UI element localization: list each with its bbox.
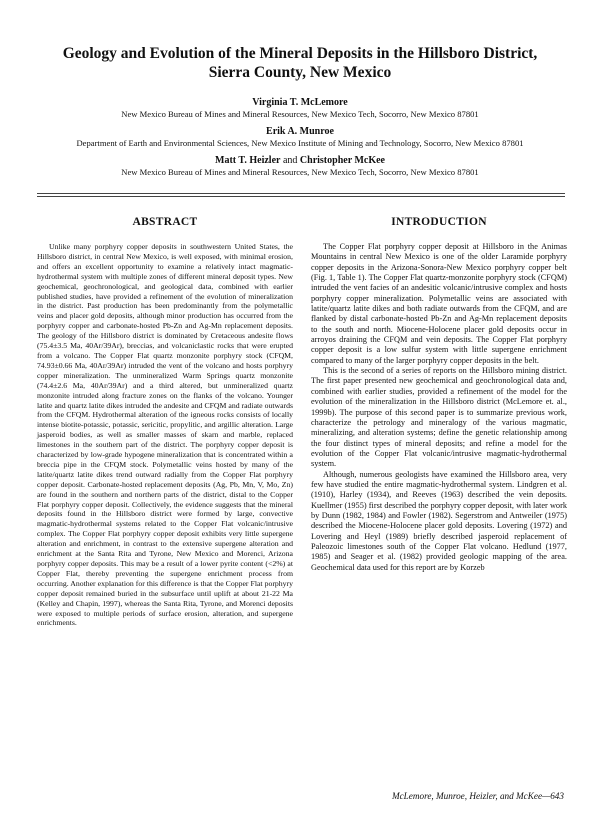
page-footer: McLemore, Munroe, Heizler, and McKee—643 — [391, 791, 564, 801]
introduction-column — [311, 242, 567, 573]
abstract-column — [37, 242, 293, 628]
author-block-3 — [20, 155, 580, 178]
author-affiliation: New Mexico Bureau of Mines and Mineral Resources, New Mexico Tech, Socorro, New Mexico 87801 — [121, 167, 479, 177]
author-name: Erik A. Munroe — [266, 126, 334, 137]
header-rule-second — [37, 196, 565, 197]
introduction-heading: INTRODUCTION — [391, 216, 487, 228]
author-affiliation: New Mexico Bureau of Mines and Mineral Resources, New Mexico Tech, Socorro, New Mexico 87801 — [121, 109, 479, 119]
author-block-2 — [20, 126, 580, 149]
introduction-paragraph-1: The Copper Flat porphyry copper deposit at Hillsboro in the Animas Mountains in central New Mexico is one of the older Laramide porphyry copper deposits in the Arizona-Sonora-New Mexico porphyry copper belt (Fig. 1, Table 1). The Copper Flat quartz-monzonite porphyry stock (CFQM) intruded the vent facies of an andesitic volcanic/intrusive complex and hosts porphyry copper mineralization. Polymetallic veins are associated with latite/quartz latite dikes and both radiate outwards from the CFQM, and are flanked by distal carbonate-hosted Pb-Zn and Ag-Mn replacement deposits to the south and north. Miocene-Holocene placer gold deposits occur in arroyos draining the CFQM and vein deposits. The Copper Flat porphyry copper deposit is a low sulfur system with little supergene enrichment compared to many of the larger porphyry copper deposits in the belt. — [311, 242, 567, 365]
author-names — [20, 155, 580, 167]
author-name: Christopher McKee — [299, 155, 385, 166]
author-affiliation: Department of Earth and Environmental Sciences, New Mexico Institute of Mining and Technology, Socorro, New Mexico 87801 — [76, 138, 524, 148]
author-conjunction: and — [280, 155, 300, 166]
introduction-paragraph-3: Although, numerous geologists have examined the Hillsboro area, very few have studied the entire magmatic-hydrothermal system. Lindgren et al. (1910), Harley (1934), and Reeves (1963) described the vein deposits. Kuellmer (1955) first described the porphyry copper deposit, with later work by Dunn (1982, 1984) and Fowler (1982). Segerstrom and Antweiler (1975) described the Miocene-Holocene placer gold deposits. Lovering (1972) and Lovering and Heyl (1989) briefly described jasperoid replacement of Paleozoic limestones south of the Copper Flat volcano. Hedlund (1977, 1985) and Seager et al. (1982) provided geologic mapping of the area. Geochemical data used for this report are by Korzeb — [311, 469, 567, 572]
paper-title — [40, 44, 560, 82]
introduction-paragraph-2: This is the second of a series of reports on the Hillsboro mining district. The first paper presented new geochemical and geochronological data and, combined with earlier studies, provided a refinement of the model for the evolution of the mineralization in the Hillsboro district (McLemore et. al., 1999b). The purpose of this second paper is to summarize previous work, characterize the petrology and mineralogy of the various magmatic, mineralizing, and alteration systems; define the genetic relationship among the four distinct types of mineral deposits; and refine a model for the evolution of the Copper Flat volcanic/intrusive magmatic-hydrothermal system. — [311, 366, 567, 469]
title-line-1: Geology and Evolution of the Mineral Deposits in the Hillsboro District, — [62, 45, 538, 62]
abstract-heading: ABSTRACT — [132, 216, 198, 228]
abstract-text: Unlike many porphyry copper deposits in southwestern United States, the Hillsboro district, in central New Mexico, is well exposed, with minimal erosion, and offers an excellent opportunity to examine a relatively intact magmatic-hydrothermal system with multiple zones of different mineral deposit types. New geochemical, geochronological, and geological data, combined with earlier published studies, have provided a refinement of the evolution of mineralization in the district. Past production has been predominantly from the polymetallic veins and placer gold deposits, although minor production has occurred from the porphyry copper and carbonate-hosted Pb-Zn and Ag-Mn replacement deposits. The geology of the Hillsboro district is dominated by Cretaceous andesite flows (75.4±3.5 Ma, 40Ar/39Ar), breccias, and volcaniclastic rocks that were erupted from a volcano. The Copper Flat quartz monzonite porphyry stock (CFQM, 74.93±0.66 Ma, 40Ar/39Ar) intruded the vent of the volcano and hosts porphyry copper mineralization. The unmineralized Warm Springs quartz monzonite (74.4±2.6 Ma, 40Ar/39Ar) and a third altered, but unmineralized quartz monzonite intruded along fracture zones on the flanks of the volcano. Younger latite and quartz latite dikes intruded the andesite and CFQM and radiate outwards from the CFQM. Hydrothermal alteration of the igneous rocks consists of locally intense biotite-potassic, potassic, sericitic, propylitic, and argillic alteration. Large jasperoid bodies, as well as smaller masses of skarn and marble, replaced limestones in the southern part of the district. The porphyry copper deposit is characterized by low-grade hypogene mineralization that is concentrated within a breccia pipe in the CFQM stock. Polymetallic veins hosted by many of the latite/quartz latite dikes trend outward radially from the Copper Flat porphyry copper deposit. Carbonate-hosted replacement deposits (Ag, Pb, Mn, V, Mo, Zn) are found in the southern and northern parts of the district, distal to the Copper Flat porphyry copper deposit. Collectively, the evidence suggests that the mineral deposits found in the Hillsboro district were formed by large, convective magmatic-hydrothermal systems related to the Copper Flat volcanic/intrusive complex. The Copper Flat porphyry copper deposit exhibits very little supergene alteration and enrichment, in contrast to the extensive supergene alteration and enrichment at the Santa Rita and Tyrone, New Mexico and Morenci, Arizona porphyry copper deposits. This may be a result of a lower pyrite content (<2%) at Copper Flat, thereby preventing the supergene enrichment process from occurring. Another explanation for this difference is that the Copper Flat porphyry copper deposit remained buried in the subsurface until uplift at about 21-22 Ma (Kelley and Chapin, 1997), whereas the Santa Rita, Tyrone, and Morenci deposits were exposed to multiple periods of surface erosion, alteration, and supergene enrichments. — [37, 242, 293, 628]
title-line-2: Sierra County, New Mexico — [208, 64, 392, 81]
header-rule — [37, 193, 565, 194]
author-block-1 — [20, 97, 580, 120]
author-name: Virginia T. McLemore — [252, 97, 348, 108]
author-name: Matt T. Heizler — [215, 155, 281, 166]
